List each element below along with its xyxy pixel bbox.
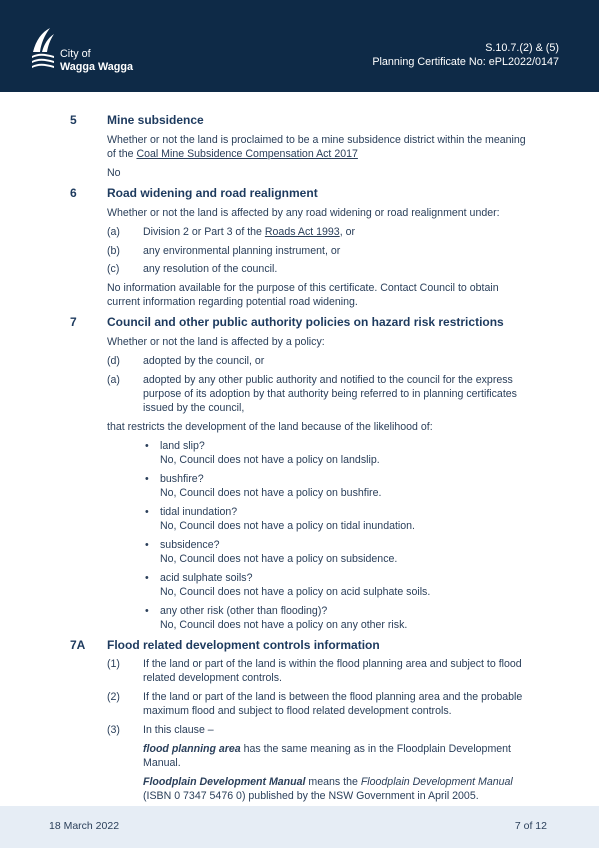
issue-date: 18 March 2022 (49, 820, 120, 832)
bullet-icon: • (145, 472, 149, 485)
hazard-item (107, 473, 530, 501)
hazard-answer: No, Council does not have a policy on acid sulphate soils. (160, 585, 431, 598)
item-text: any environmental planning instrument, or (143, 244, 341, 257)
question-text: Whether or not the land is proclaimed to be a mine subsidence district within the meaning of the (107, 133, 526, 160)
page-footer (0, 806, 599, 848)
hazard-question: land slip? (160, 440, 205, 453)
section-title: Flood related development controls information (107, 637, 380, 652)
hazard-question: bushfire? (160, 472, 204, 485)
section-number: 6 (70, 185, 77, 200)
section-number: 7 (70, 315, 77, 330)
list-item (107, 691, 530, 719)
list-item (107, 724, 530, 738)
bullet-icon: • (145, 604, 149, 617)
logo-line-2: Wagga Wagga (60, 60, 133, 73)
logo-line-1: City of (60, 48, 91, 60)
item-label: (a) (107, 374, 120, 387)
page-header (0, 0, 599, 92)
list-item (107, 245, 530, 259)
list-item (107, 658, 530, 686)
hazard-answer: No, Council does not have a policy on subsidence. (160, 552, 398, 565)
section-7a (70, 638, 530, 805)
hazard-question: tidal inundation? (160, 505, 238, 518)
item-text: any resolution of the council. (143, 263, 278, 276)
section-number: 5 (70, 113, 77, 127)
certificate-reference (372, 42, 559, 70)
bullet-icon: • (145, 440, 149, 453)
item-text-end: , or (339, 225, 356, 238)
restriction-intro: that restricts the development of the land because of the likelihood of: (107, 421, 433, 434)
act-link[interactable]: Roads Act 1993 (264, 225, 340, 238)
section-5 (70, 113, 530, 181)
hazard-answer: No, Council does not have a policy on bushfire. (160, 486, 382, 499)
definition-text: has the same meaning as in the Floodplain Development Manual. (143, 743, 512, 770)
list-item (107, 263, 530, 277)
section-title: Council and other public authority policies on hazard risk restrictions (107, 315, 504, 330)
statute-reference: S.10.7.(2) & (5) (485, 42, 559, 54)
hazard-item (107, 605, 530, 633)
definition (107, 776, 530, 804)
item-text: adopted by any other public authority and notified to the council for the express purpose of its adoption by that authority being referred to in planning certificates issued by the council, (143, 374, 517, 415)
section-7 (70, 315, 530, 632)
list-item (107, 355, 530, 369)
item-text: If the land or part of the land is between the flood planning area and the probable maximum flood and subject to flood related development controls. (143, 691, 523, 718)
hazard-answer: No, Council does not have a policy on tidal inundation. (160, 519, 416, 532)
section-title: Mine subsidence (107, 113, 204, 127)
hazard-answer: No, Council does not have a policy on any other risk. (160, 618, 408, 631)
hazard-question: acid sulphate soils? (160, 571, 253, 584)
hazard-answer: No, Council does not have a policy on landslip. (160, 453, 380, 466)
document-body (70, 113, 530, 809)
item-label: (1) (107, 658, 120, 671)
hazard-item (107, 572, 530, 600)
bullet-icon: • (145, 571, 149, 584)
item-label: (2) (107, 691, 120, 704)
city-logo-icon (30, 26, 56, 75)
bullet-icon: • (145, 505, 149, 518)
section-question: Whether or not the land is affected by any road widening or road realignment under: (107, 206, 500, 219)
item-label: (b) (107, 244, 120, 257)
section-question (107, 134, 530, 162)
manual-title: Floodplain Development Manual (360, 776, 513, 789)
hazard-item (107, 440, 530, 468)
item-label: (c) (107, 263, 120, 276)
certificate-number: Planning Certificate No: ePL2022/0147 (372, 55, 559, 68)
section-question: Whether or not the land is affected by a policy: (107, 336, 325, 349)
section-number: 7A (70, 637, 86, 652)
act-link[interactable]: Coal Mine Subsidence Compensation Act 2017 (136, 147, 358, 160)
definition (107, 743, 530, 771)
defined-term: flood planning area (143, 743, 241, 756)
item-label: (d) (107, 355, 120, 368)
bullet-icon: • (145, 538, 149, 551)
item-label: (3) (107, 724, 120, 737)
item-text: adopted by the council, or (143, 355, 265, 368)
hazard-question: any other risk (other than flooding)? (160, 604, 328, 617)
logo-wordmark (60, 48, 133, 73)
section-answer: No (107, 166, 121, 179)
item-text: If the land or part of the land is within the flood planning area and subject to flood related development controls. (143, 658, 522, 685)
hazard-question: subsidence? (160, 538, 220, 551)
hazard-item (107, 539, 530, 567)
section-title: Road widening and road realignment (107, 185, 318, 200)
item-text: Division 2 or Part 3 of the (143, 225, 265, 238)
item-text: In this clause – (143, 724, 214, 737)
hazard-item (107, 506, 530, 534)
list-item (107, 374, 530, 416)
section-answer: No information available for the purpose of this certificate. Contact Council to obtain current information regarding potential road widening. (107, 282, 499, 309)
section-6 (70, 186, 530, 311)
definition-text-end: (ISBN 0 7347 5476 0) published by the NSW Government in April 2005. (143, 790, 479, 803)
defined-term: Floodplain Development Manual (143, 776, 306, 789)
list-item (107, 226, 530, 240)
item-label: (a) (107, 225, 120, 238)
definition-text: means the (305, 776, 361, 789)
page-number: 7 of 12 (514, 820, 547, 832)
